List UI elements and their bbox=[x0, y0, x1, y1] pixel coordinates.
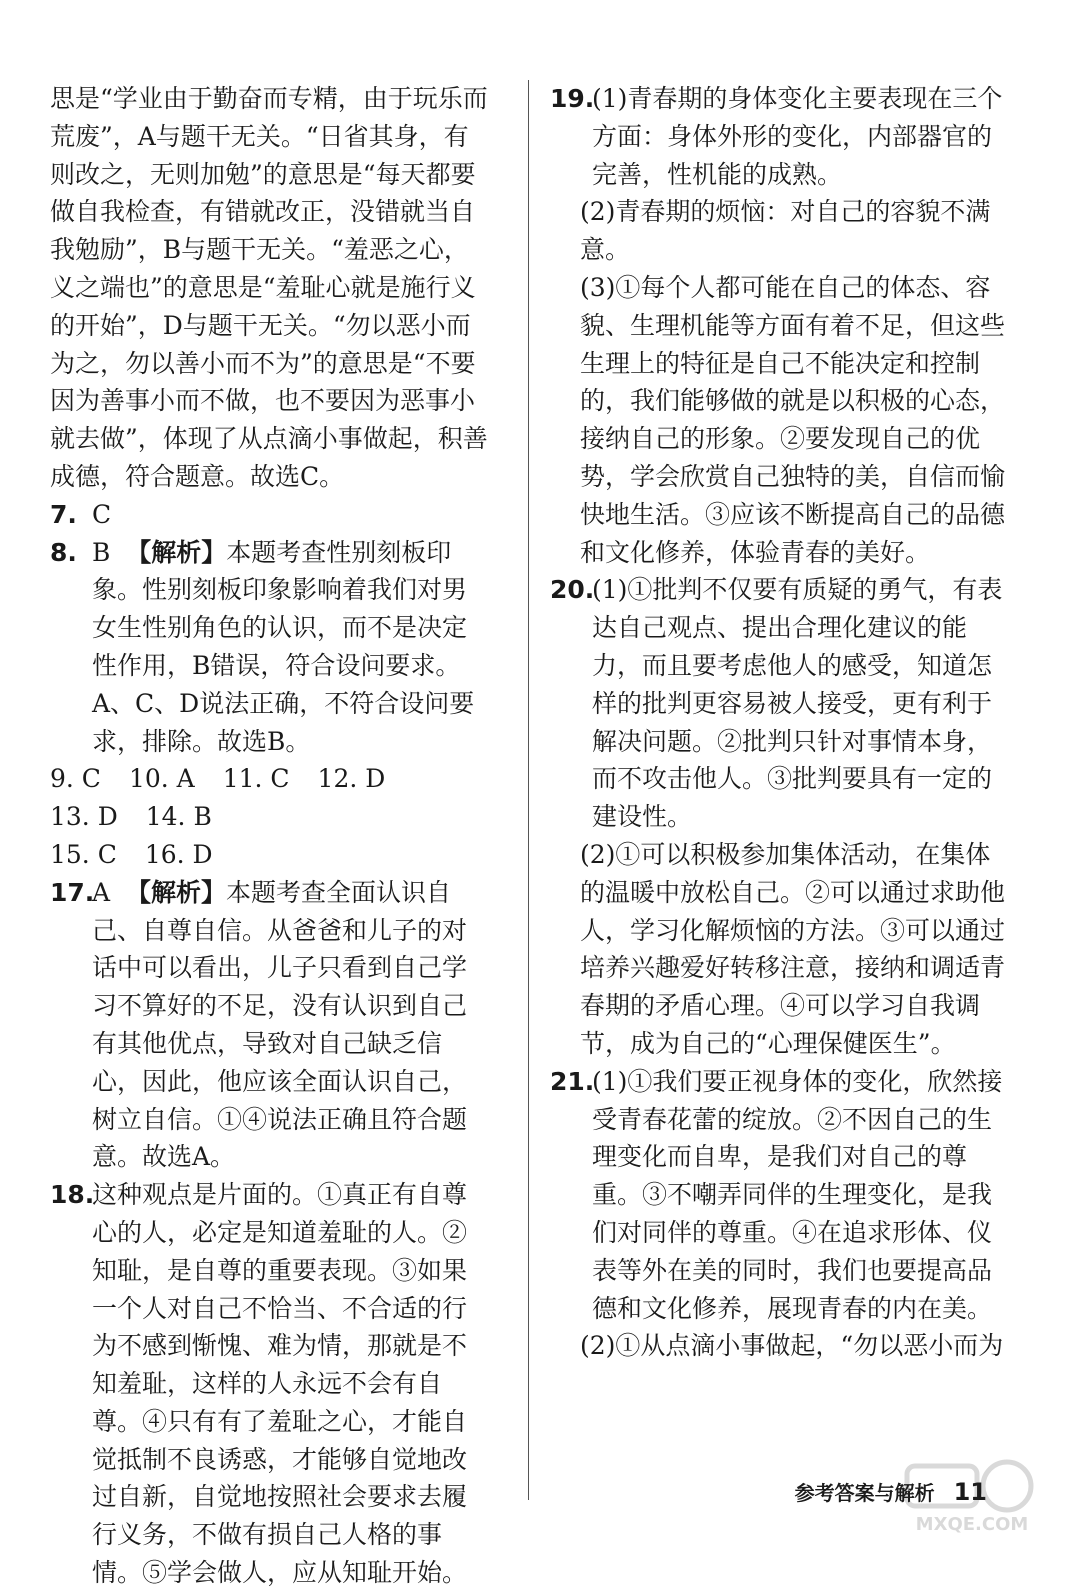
answer-text: 这种观点是片面的。①真正有自尊心的人，必定是知道羞耻的人。②知耻，是自尊的重要表现。③如果一个人对自己不恰当、不合适的行为不感到惭愧、难为情，那就是不知羞耻，这样的人永远不会有自尊。④只有有了羞耻之心，才能自觉抵制不良诱惑，才能够自觉地改过自新，自觉地按照社会要求去履行义务，不做有损自己人格的事情。⑤学会做人，应从知耻开始。 bbox=[92, 1180, 468, 1588]
answer-11: 11. C bbox=[222, 764, 290, 794]
answer-text: C bbox=[92, 499, 112, 529]
answers-row-9-14 bbox=[50, 760, 490, 836]
answer-18 bbox=[50, 1176, 490, 1592]
watermark-logo-icon bbox=[897, 1456, 1047, 1536]
left-column bbox=[50, 80, 490, 1592]
answer-part-1: (1)①批判不仅要有质疑的勇气，有表达自己观点、提出合理化建议的能力，而且要考虑他人的感受，知道怎样的批判更容易被人接受，更有利于解决问题。②批判只针对事情本身，而不攻击他人。③批判要具有一定的建设性。 bbox=[592, 575, 1003, 832]
question-number: 17. bbox=[50, 877, 95, 907]
answer-part-2: (2)①从点滴小事做起，“勿以恶小而为 bbox=[580, 1331, 1004, 1361]
answer-part-2: (2)①可以积极参加集体活动，在集体的温暖中放松自己。②可以通过求助他人，学习化解烦恼的方法。③可以通过培养兴趣爱好转移注意，接纳和调适青春期的矛盾心理。④可以学习自我调节，成为自己的“心理保健医生”。 bbox=[580, 839, 1006, 1058]
answer-7 bbox=[50, 496, 490, 534]
answer-12: 12. D bbox=[317, 764, 386, 794]
continued-explanation: 思是“学业由于勤奋而专精，由于玩乐而荒废”，A与题干无关。“日省其身，有则改之，无则加勉”的意思是“每天都要做自我检查，有错就改正，没错就当自我勉励”，B与题干无关。“羞恶之心，义之端也”的意思是“羞耻心就是施行义的开始”，D与题干无关。“勿以恶小而为之，勿以善小而不为”的意思是“不要因为善事小而不做，也不要因为恶事小就去做”，体现了从点滴小事做起，积善成德，符合题意。故选C。 bbox=[50, 84, 488, 491]
answer-16: 16. D bbox=[144, 839, 213, 869]
answer-9: 9. C bbox=[50, 764, 101, 794]
analysis-tag: 【解析】 bbox=[125, 877, 226, 907]
footer-label: 参考答案与解析 bbox=[794, 1481, 935, 1505]
answer-17 bbox=[50, 874, 490, 1176]
answer-13: 13. D bbox=[50, 802, 118, 832]
watermark-text: MXQE.COM bbox=[915, 1514, 1029, 1535]
answer-part-1: (1)①我们要正视身体的变化，欣然接受青春花蕾的绽放。②不因自己的生理变化而自卑，是我们对自己的尊重。③不嘲弄同伴的生理变化，是我们对同伴的尊重。④在追求形体、仪表等外在美的同时，我们也要提高品德和文化修养，展现青春的内在美。 bbox=[592, 1066, 1003, 1323]
answer-part-3: (3)①每个人都可能在自己的体态、容貌、生理机能等方面有着不足，但这些生理上的特征是自己不能决定和控制的，我们能够做的就是以积极的心态，接纳自己的形象。②要发现自己的优势，学会欣赏自己独特的美，自信而愉快地生活。③应该不断提高自己的品德和文化修养，体验青春的美好。 bbox=[580, 272, 1006, 567]
question-number: 21. bbox=[550, 1066, 595, 1096]
answer-8 bbox=[50, 534, 490, 761]
answers-row-15-16 bbox=[50, 836, 490, 874]
question-number: 20. bbox=[550, 575, 595, 605]
question-number: 18. bbox=[50, 1180, 95, 1210]
answer-20 bbox=[550, 571, 1005, 836]
analysis-text: 本题考查性别刻板印象。性别刻板印象影响着我们对男女生性别角色的认识，而不是决定性作用，B错误，符合设问要求。A、C、D说法正确，不符合设问要求，排除。故选B。 bbox=[92, 537, 475, 756]
answer-15: 15. C bbox=[50, 839, 117, 869]
answer-14: 14. B bbox=[145, 802, 212, 832]
column-divider bbox=[528, 80, 529, 1500]
answer-part-1: (1)青春期的身体变化主要表现在三个方面：身体外形的变化，内部器官的完善，性机能的成熟。 bbox=[592, 84, 1003, 189]
question-number: 7. bbox=[50, 499, 77, 529]
question-number: 19. bbox=[550, 84, 595, 113]
answer-21 bbox=[550, 1063, 1005, 1328]
answer-10: 10. A bbox=[128, 764, 195, 794]
page-number: 11 bbox=[953, 1478, 987, 1506]
right-column bbox=[550, 80, 1005, 1365]
answer-choice: A bbox=[92, 877, 111, 907]
answer-part-2: (2)青春期的烦恼：对自己的容貌不满意。 bbox=[580, 197, 991, 265]
answer-choice: B bbox=[92, 537, 111, 567]
answer-19 bbox=[550, 80, 1005, 193]
question-number: 8. bbox=[50, 537, 77, 567]
analysis-text: 本题考查全面认识自己、自尊自信。从爸爸和儿子的对话中可以看出，儿子只看到自己学习不算好的不足，没有认识到自己有其他优点，导致对自己缺乏信心，因此，他应该全面认识自己，树立自信。①④说法正确且符合题意。故选A。 bbox=[92, 877, 468, 1172]
analysis-tag: 【解析】 bbox=[126, 537, 227, 567]
